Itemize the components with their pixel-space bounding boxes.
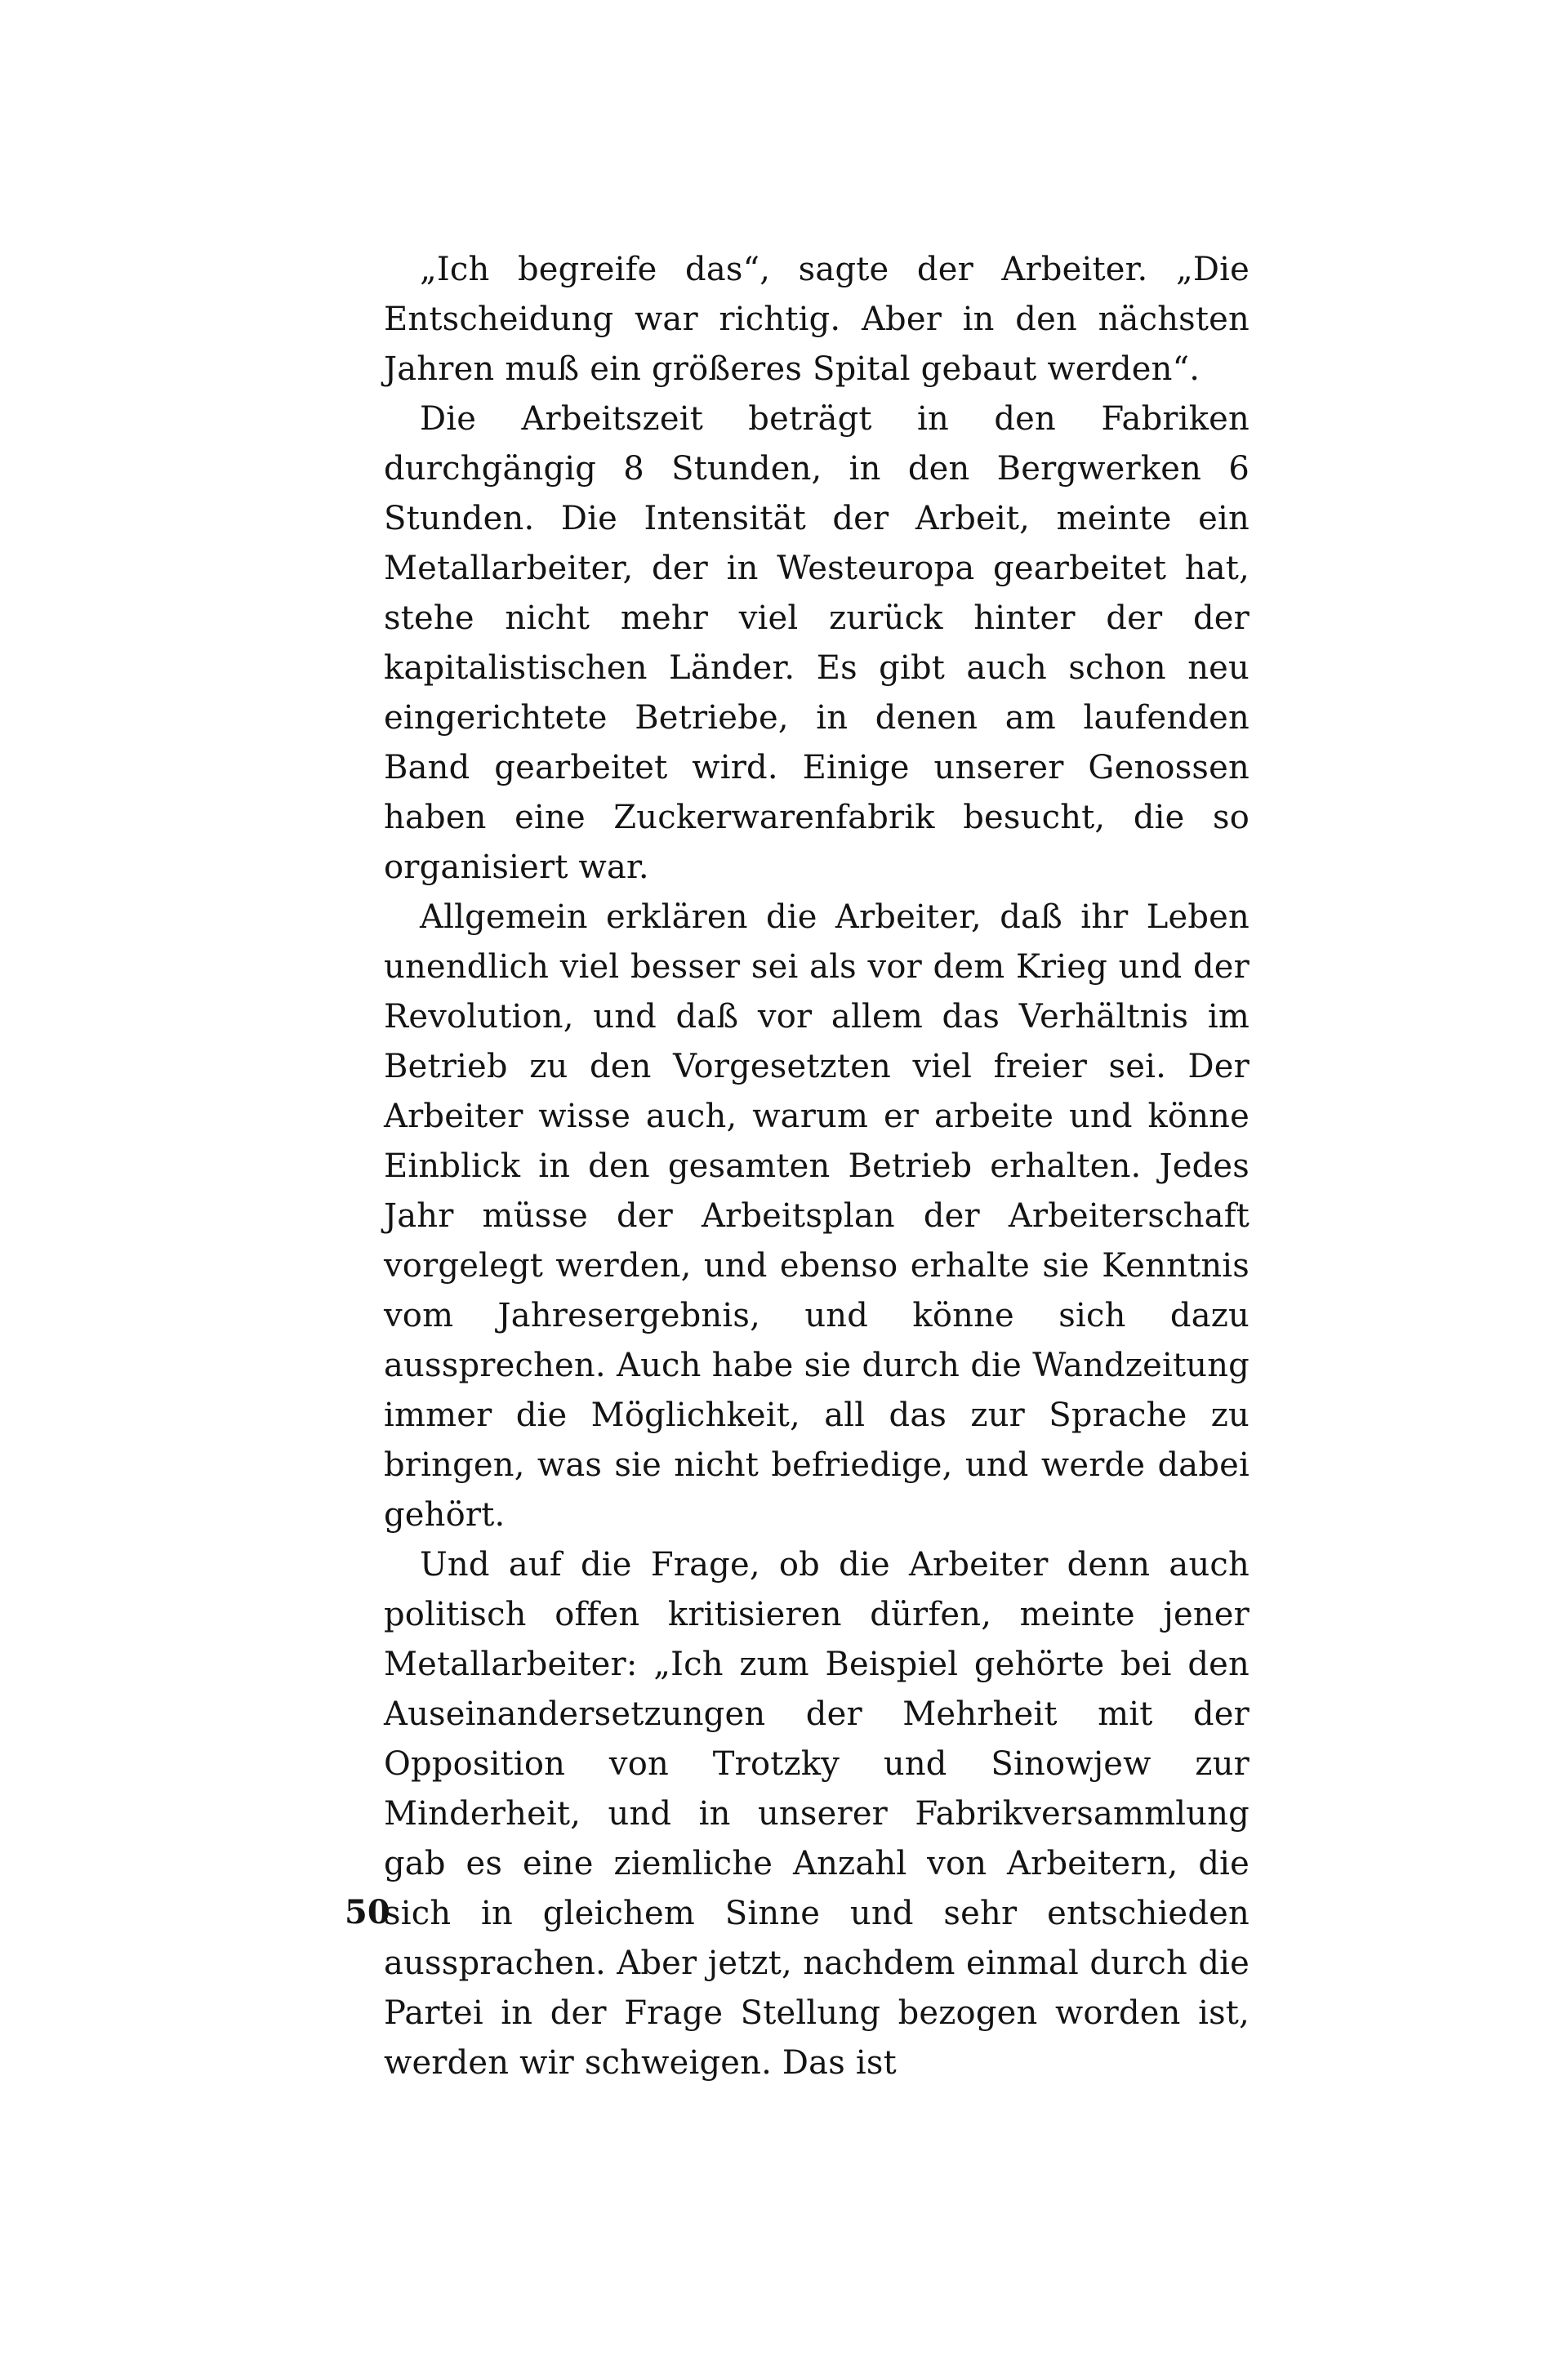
paragraph-2: Die Arbeitszeit beträgt in den Fabriken durchgängig 8 Stunden, in den Bergwerken 6 Stunden. Die Intensität der Arbeit, meinte ein Metallarbeiter, der in Westeuropa gearbeitet hat, stehe nicht mehr viel zurück hinter der der kapitalistischen Länder. Es gibt auch schon neu eingerichtete Betriebe, in denen am laufenden Band gearbeitet wird. Einige unserer Genossen haben eine Zuckerwarenfabrik besucht, die so organisiert war. (384, 400, 1250, 886)
paragraph-1: „Ich begreife das“, sagte der Arbeiter. „Die Entscheidung war richtig. Aber in den nächsten Jahren muß ein größeres Spital gebaut werden“. (384, 251, 1250, 388)
body-text (384, 245, 1250, 2088)
paragraph-4: Und auf die Frage, ob die Arbeiter denn auch politisch offen kritisieren dürfen, meinte jener Metallarbeiter: „Ich zum Beispiel gehörte bei den Auseinandersetzungen der Mehrheit mit der Opposition von Trotzky und Sinowjew zur Minderheit, und in unserer Fabrikversammlung gab es eine ziemliche Anzahl von Arbeitern, die sich in gleichem Sinne und sehr entschieden aussprachen. Aber jetzt, nachdem einmal durch die Partei in der Frage Stellung bezogen worden ist, werden wir schweigen. Das ist (384, 1546, 1250, 2082)
paragraph-3: Allgemein erklären die Arbeiter, daß ihr Leben unendlich viel besser sei als vor dem Krieg und der Revolution, und daß vor allem das Verhältnis im Betrieb zu den Vorgesetzten viel freier sei. Der Arbeiter wisse auch, warum er arbeite und könne Einblick in den gesamten Betrieb erhalten. Jedes Jahr müsse der Arbeitsplan der Arbeiterschaft vorgelegt werden, und ebenso erhalte sie Kenntnis vom Jahresergebnis, und könne sich dazu aussprechen. Auch habe sie durch die Wandzeitung immer die Möglichkeit, all das zur Sprache zu bringen, was sie nicht befriedige, und werde dabei gehört. (384, 898, 1250, 1534)
page-number: 50 (345, 1893, 390, 1931)
